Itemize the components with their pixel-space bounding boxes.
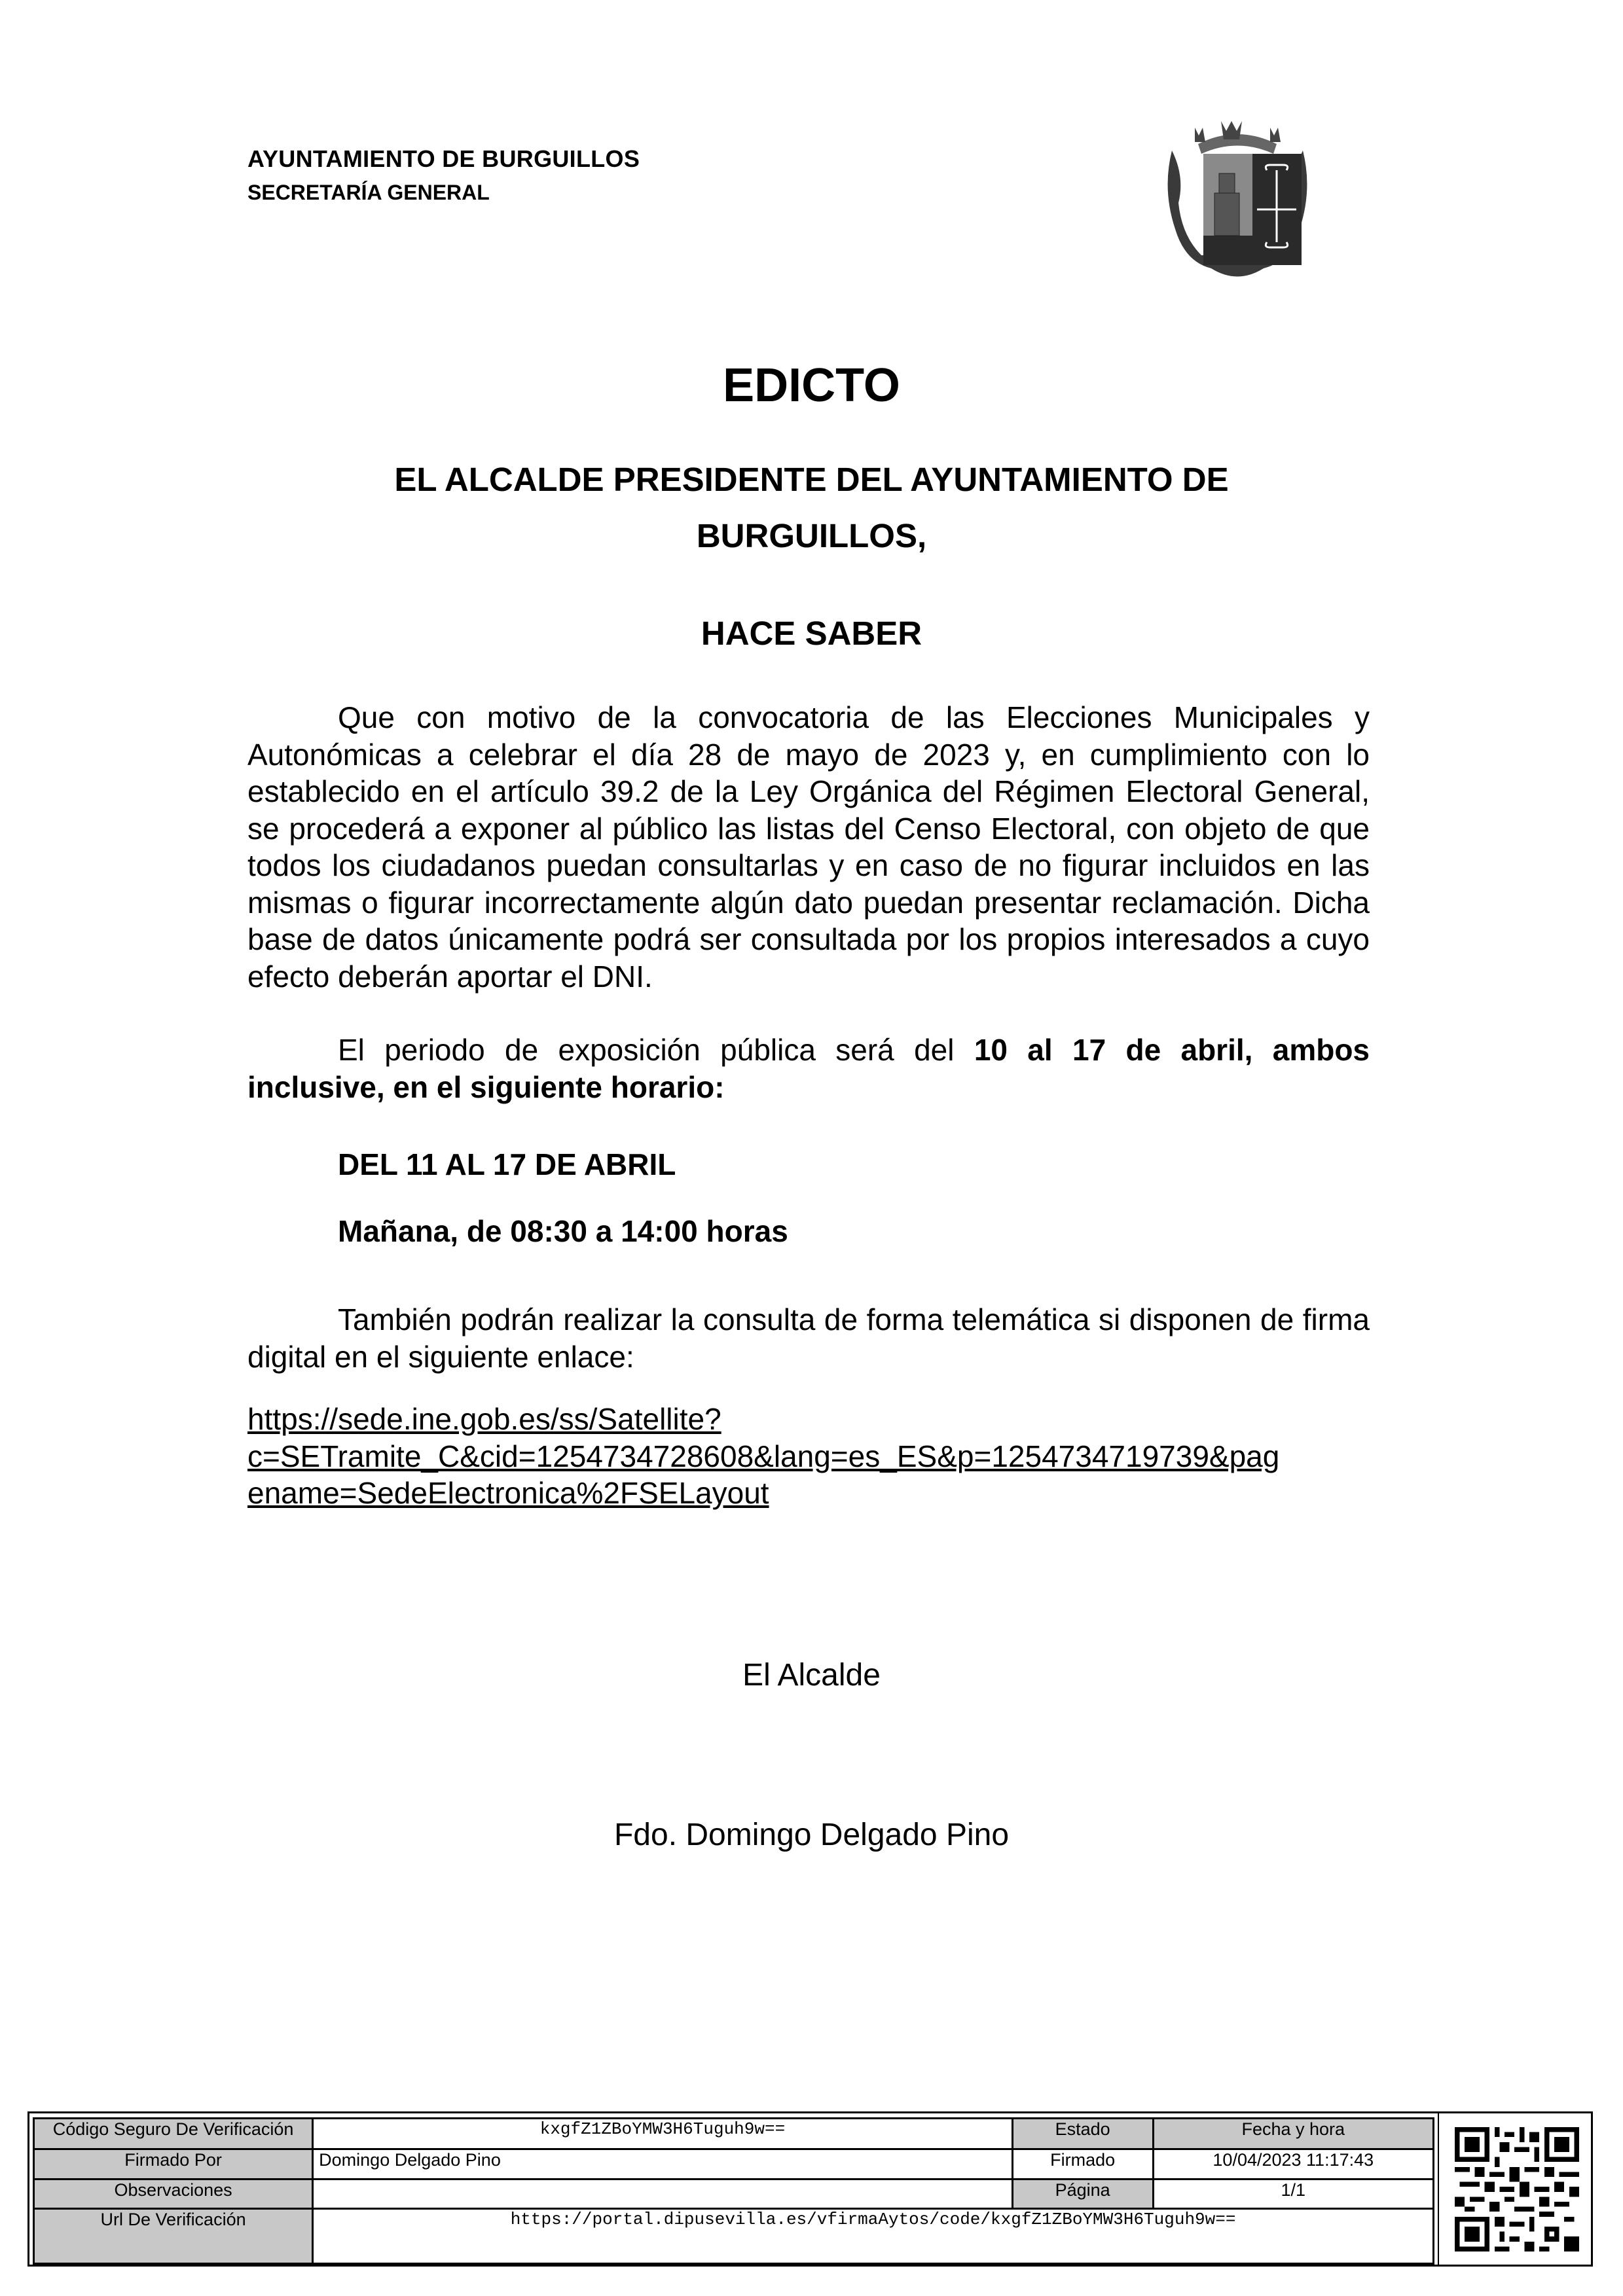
url-label: Url De Verificación: [34, 2209, 313, 2264]
schedule-hours: Mañana, de 08:30 a 14:00 horas: [338, 1214, 788, 1248]
page-label: Página: [1012, 2179, 1153, 2209]
period-text: El periodo de exposición pública será del: [338, 1033, 974, 1067]
signature-name: Fdo. Domingo Delgado Pino: [613, 1818, 1010, 1852]
code-value: kxgfZ1ZBoYMW3H6Tuguh9w==: [313, 2119, 1013, 2149]
status-value: Firmado: [1012, 2149, 1153, 2179]
code-label: Código Seguro De Verificación: [34, 2119, 313, 2149]
qr-divider: [1438, 2111, 1439, 2267]
coat-of-arms-icon: [1159, 105, 1316, 288]
period-dates: 10 al 17 de abril, ambos inclusive, en el siguiente horario:: [247, 1033, 1370, 1104]
url-value[interactable]: https://portal.dipusevilla.es/vfirmaAytos/code/kxgfZ1ZBoYMW3H6Tuguh9w==: [313, 2209, 1434, 2264]
organization-name: AYUNTAMIENTO DE BURGUILLOS: [247, 145, 640, 172]
paragraph-intro-text: Que con motivo de la convocatoria de las Elecciones Municipales y Autonómicas a celebrar el día 28 de mayo de 2023 y, en cumplimiento con lo establecido en el artículo 39.2 de la Ley Orgánica del Régimen Electoral General, se procederá a exponer al público las listas del Censo Electoral, con objeto de que todos los ciudadanos puedan consultarlas y en caso de no figurar incluidos en las mismas o figurar incorrectamente algún dato puedan presentar reclamación. Dicha base de datos únicamente podrá ser consultada por los propios interesados a cuyo efecto deberán aportar el DNI.: [247, 700, 1370, 994]
verification-table: [33, 2117, 1434, 2265]
datetime-value: 10/04/2023 11:17:43: [1153, 2149, 1433, 2179]
signature-role: El Alcalde: [742, 1658, 881, 1693]
announcement-heading: HACE SABER: [701, 615, 922, 652]
document-title: EDICTO: [723, 359, 900, 412]
department-name: SECRETARÍA GENERAL: [247, 181, 490, 204]
ine-link-line-1[interactable]: https://sede.ine.gob.es/ss/Satellite?: [247, 1402, 721, 1436]
datetime-label: Fecha y hora: [1153, 2119, 1433, 2149]
paragraph-intro: [247, 699, 1370, 995]
paragraph-online: [247, 1301, 1370, 1375]
signed-by-label: Firmado Por: [34, 2149, 313, 2179]
qr-code-icon[interactable]: [1455, 2127, 1579, 2251]
ine-link-line-2[interactable]: c=SETramite_C&cid=1254734728608&lang=es_ES&p=1254734719739&pag: [247, 1439, 1280, 1473]
issuer-line-1: EL ALCALDE PRESIDENTE DEL AYUNTAMIENTO DE: [394, 461, 1229, 498]
signed-by-value: Domingo Delgado Pino: [313, 2149, 1013, 2179]
ine-link[interactable]: [247, 1401, 1279, 1512]
paragraph-period: [247, 1031, 1370, 1105]
observations-value: [313, 2179, 1013, 2209]
issuer-line-2: BURGUILLOS,: [696, 517, 927, 554]
page-value: 1/1: [1153, 2179, 1433, 2209]
observations-label: Observaciones: [34, 2179, 313, 2209]
schedule-dates: DEL 11 AL 17 DE ABRIL: [338, 1147, 676, 1181]
status-label: Estado: [1012, 2119, 1153, 2149]
ine-link-line-3[interactable]: ename=SedeElectronica%2FSELayout: [247, 1476, 769, 1510]
paragraph-online-text: También podrán realizar la consulta de forma telemática si disponen de firma digital en el siguiente enlace:: [247, 1302, 1370, 1374]
